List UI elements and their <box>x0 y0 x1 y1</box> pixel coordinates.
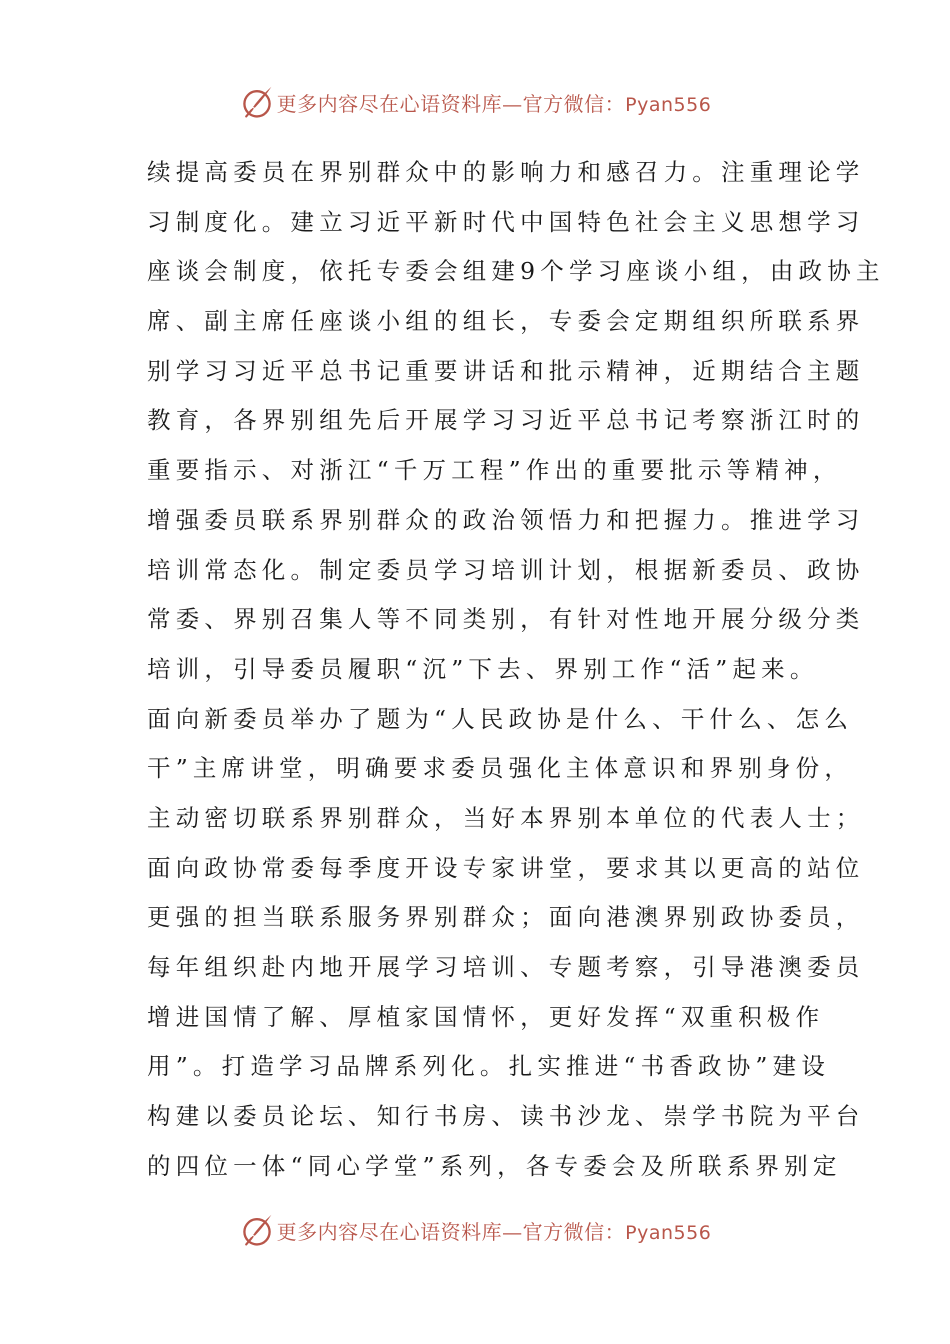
text-line: 培训常态化。制定委员学习培训计划，根据新委员、政协 <box>147 555 865 584</box>
text-line: 席、副主席任座谈小组的组长，专委会定期组织所联系界 <box>147 307 865 336</box>
text-line: 用”。打造学习品牌系列化。扎实推进“书香政协”建设 <box>147 1052 831 1081</box>
text-line: 别学习习近平总书记重要讲话和批示精神，近期结合主题 <box>147 356 865 385</box>
text-line: 面向政协常委每季度开设专家讲堂，要求其以更高的站位 <box>147 853 865 882</box>
text-line: 更强的担当联系服务界别群众；面向港澳界别政协委员， <box>147 903 865 932</box>
footer-watermark-banner <box>0 1210 950 1250</box>
text-line: 增强委员联系界别群众的政治领悟力和把握力。推进学习 <box>147 505 865 534</box>
header-watermark-text: 更多内容尽在心语资料库—官方微信：Pyan556 <box>276 91 712 116</box>
text-line: 习制度化。建立习近平新时代中国特色社会主义思想学习 <box>147 207 865 236</box>
text-line: 重要指示、对浙江“千万工程”作出的重要批示等精神， <box>147 456 842 485</box>
quill-pen-icon <box>239 84 275 120</box>
text-line: 培训，引导委员履职“沉”下去、界别工作“活”起来。 <box>147 654 819 683</box>
text-line: 构建以委员论坛、知行书房、读书沙龙、崇学书院为平台 <box>147 1102 865 1131</box>
text-line: 增进国情了解、厚植家国情怀，更好发挥“双重积极作 <box>147 1002 825 1031</box>
quill-pen-icon <box>239 1212 275 1248</box>
footer-watermark-text: 更多内容尽在心语资料库—官方微信：Pyan556 <box>276 1219 712 1244</box>
text-line: 面向新委员举办了题为“人民政协是什么、干什么、怎么 <box>147 704 854 733</box>
text-line: 常委、界别召集人等不同类别，有针对性地开展分级分类 <box>147 605 865 634</box>
text-line: 的四位一体“同心学堂”系列，各专委会及所联系界别定 <box>147 1151 842 1180</box>
text-line: 教育，各界别组先后开展学习习近平总书记考察浙江时的 <box>147 406 865 435</box>
text-line: 主动密切联系界别群众，当好本界别本单位的代表人士； <box>147 803 865 832</box>
text-line: 续提高委员在界别群众中的影响力和感召力。注重理论学 <box>147 158 865 186</box>
text-line: 每年组织赴内地开展学习培训、专题考察，引导港澳委员 <box>147 953 865 981</box>
text-line: 座谈会制度，依托专委会组建9个学习座谈小组，由政协主 <box>147 257 885 286</box>
document-body <box>147 148 885 1191</box>
header-watermark-banner <box>0 82 950 122</box>
text-line: 干”主席讲堂，明确要求委员强化主体意识和界别身份， <box>147 754 854 783</box>
